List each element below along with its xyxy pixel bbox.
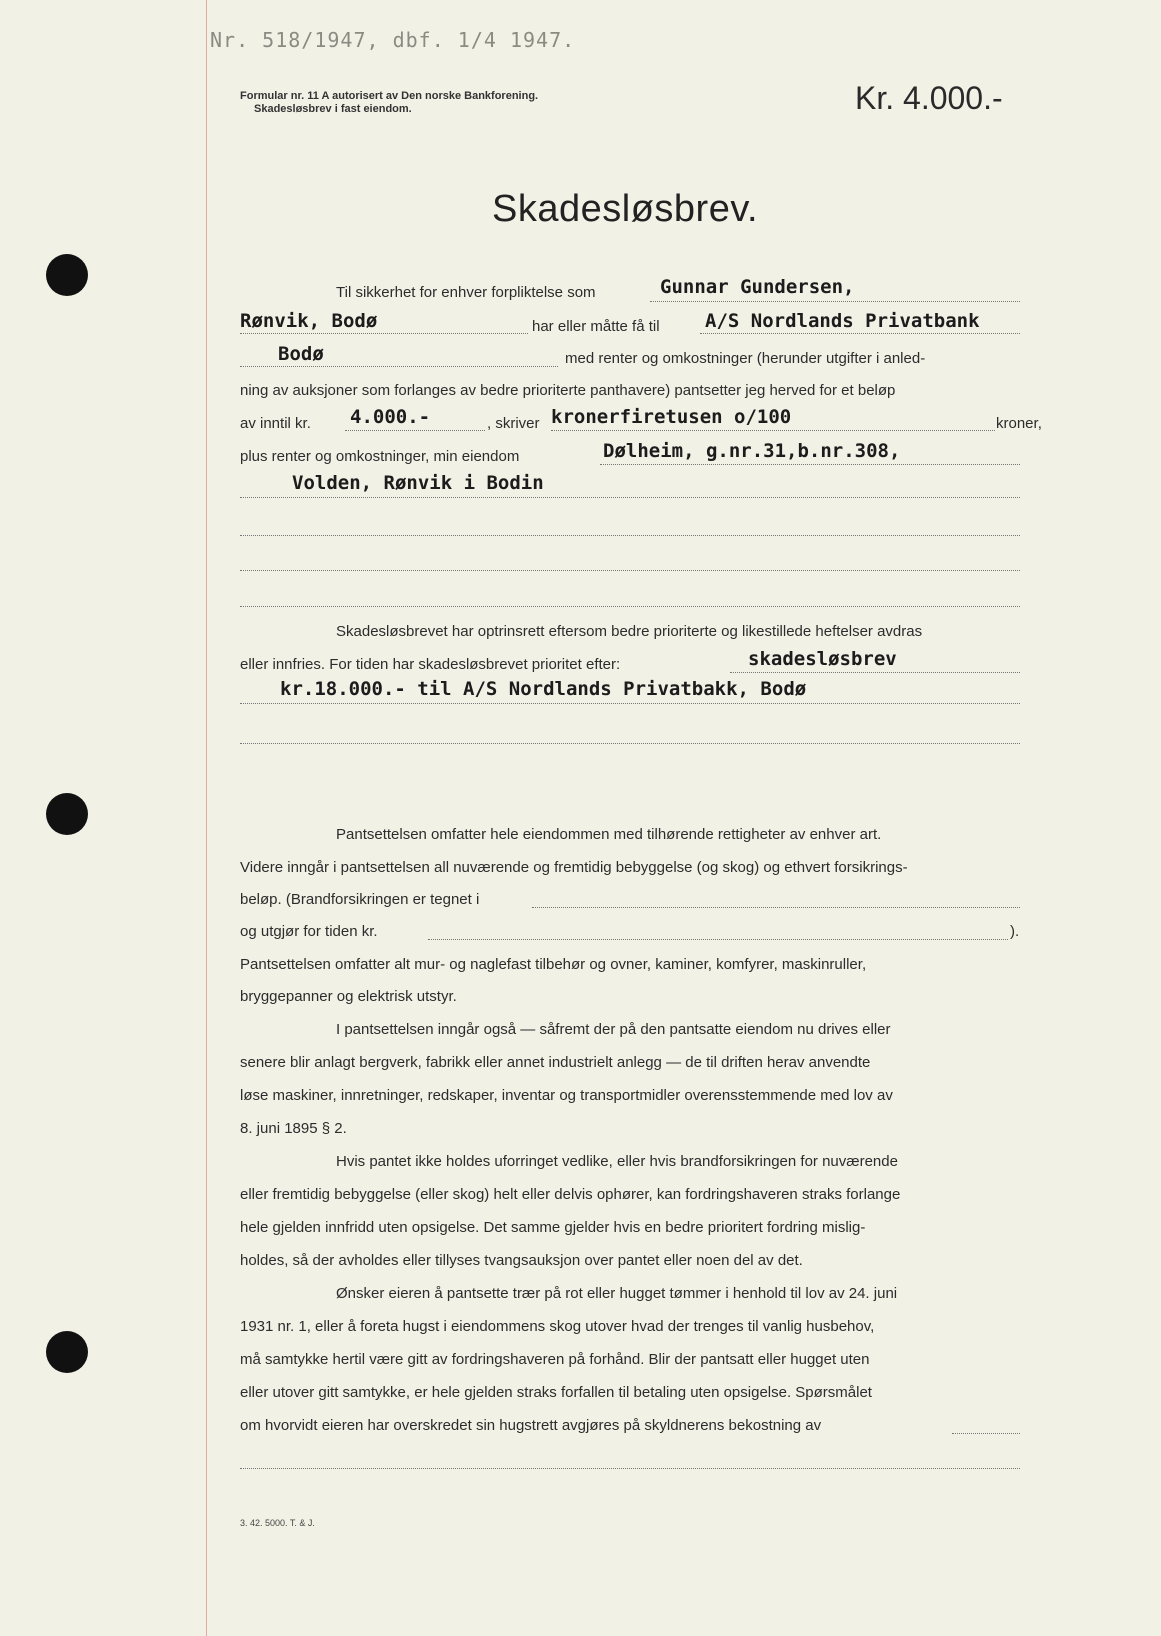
property-dotline-4 xyxy=(240,570,1020,571)
s3-line-16: 1931 nr. 1, eller å foreta hugst i eiendommens skog utover hvad der trenges til vanlig husbehov, xyxy=(240,1318,875,1335)
s1-line-4: ning av auksjoner som forlanges av bedre prioriterte panthavere) pantsetter jeg herved for et beløp xyxy=(240,382,896,399)
s2-line-2: eller innfries. For tiden har skadesløsbrevet prioritet efter: xyxy=(240,656,621,673)
s3-line-4-end: ). xyxy=(1010,923,1020,940)
insurance-dotline xyxy=(532,907,1020,908)
s3-line-18: eller utover gitt samtykke, er hele gjelden straks forfallen til betaling uten opsigelse. Spørsmålet xyxy=(240,1384,872,1401)
print-code: 3. 42. 5000. T. & J. xyxy=(240,1518,315,1528)
s1-line-5-b: , skriver xyxy=(487,415,540,432)
creditor-name: A/S Nordlands Privatbank xyxy=(705,310,980,332)
punch-hole-top xyxy=(46,254,88,296)
arbiter-dotline-2 xyxy=(240,1468,1020,1469)
form-note-line-1: Formular nr. 11 A autorisert av Den norske Bankforening. xyxy=(240,90,539,102)
prior-lien-1: skadesløsbrev xyxy=(748,648,897,670)
s1-line-5-c: kroner, xyxy=(996,415,1042,432)
s1-line-6: plus renter og omkostninger, min eiendom xyxy=(240,448,520,465)
s3-line-13: hele gjelden innfridd uten opsigelse. Det samme gjelder hvis en bedre prioritert fordring mislig- xyxy=(240,1219,866,1236)
s3-line-3: beløp. (Brandforsikringen er tegnet i xyxy=(240,891,480,908)
amount-words: kronerfiretusen o/100 xyxy=(551,406,792,428)
creditor-city: Bodø xyxy=(278,343,324,365)
s3-line-19: om hvorvidt eieren har overskredet sin hugstrett avgjøres på skyldnerens bekostning av xyxy=(240,1417,822,1434)
s2-line-1: Skadesløsbrevet har optrinsrett eftersom bedre prioriterte og likestillede heftelser avdras xyxy=(336,623,923,640)
form-note xyxy=(240,90,538,116)
property-dotline-5 xyxy=(240,606,1020,607)
debtor-dotline xyxy=(650,301,1020,302)
s3-line-12: eller fremtidig bebyggelse (eller skog) helt eller delvis ophører, kan fordringshaveren straks forlange xyxy=(240,1186,901,1203)
prior-lien-2: kr.18.000.- til A/S Nordlands Privatbakk, Bodø xyxy=(280,678,807,700)
creditor-dotline xyxy=(700,333,1020,334)
header-amount: Kr. 4.000.- xyxy=(855,80,1003,116)
property-dotline-1 xyxy=(600,464,1020,465)
amount-figures: 4.000.- xyxy=(350,406,431,428)
s3-line-9: løse maskiner, innretninger, redskaper, inventar og transportmidler overensstemmende med lov av xyxy=(240,1087,893,1104)
s3-line-2: Videre inngår i pantsettelsen all nuværende og fremtidig bebyggelse (og skog) og ethvert forsikrings- xyxy=(240,859,908,876)
place-dotline xyxy=(240,333,528,334)
s3-line-5: Pantsettelsen omfatter alt mur- og naglefast tilbehør og ovner, kaminer, komfyrer, maskinruller, xyxy=(240,956,867,973)
city-dotline xyxy=(240,366,558,367)
s3-line-15: Ønsker eieren å pantsette trær på rot eller hugget tømmer i henhold til lov av 24. juni xyxy=(336,1285,898,1302)
s3-line-7: I pantsettelsen inngår også — såfremt der på den pantsatte eiendom nu drives eller xyxy=(336,1021,891,1038)
arbiter-dotline-1 xyxy=(952,1433,1020,1434)
s3-line-10: 8. juni 1895 § 2. xyxy=(240,1120,347,1137)
s3-line-11: Hvis pantet ikke holdes uforringet vedlike, eller hvis brandforsikringen for nuværende xyxy=(336,1153,898,1170)
s3-line-14: holdes, så der avholdes eller tillyses tvangsauksjon over pantet eller noen del av det. xyxy=(240,1252,803,1269)
punch-hole-middle xyxy=(46,793,88,835)
s3-line-1: Pantsettelsen omfatter hele eiendommen med tilhørende rettigheter av enhver art. xyxy=(336,826,882,843)
s3-line-17: må samtykke hertil være gitt av fordringshaveren på forhånd. Blir der pantsatt eller hugget uten xyxy=(240,1351,870,1368)
s1-line-1: Til sikkerhet for enhver forpliktelse som xyxy=(336,284,596,301)
document-title: Skadesløsbrev. xyxy=(492,188,759,230)
prior-dotline-1 xyxy=(730,672,1020,673)
s3-line-6: bryggepanner og elektrisk utstyr. xyxy=(240,988,457,1005)
s1-line-5-a: av inntil kr. xyxy=(240,415,311,432)
property-line-1: Dølheim, g.nr.31,b.nr.308, xyxy=(603,440,901,462)
margin-rule xyxy=(206,0,207,1636)
property-line-2: Volden, Rønvik i Bodin xyxy=(292,472,544,494)
prior-dotline-2 xyxy=(240,703,1020,704)
s1-line-2-mid: har eller måtte få til xyxy=(532,318,660,335)
property-dotline-2 xyxy=(240,497,1020,498)
punch-hole-bottom xyxy=(46,1331,88,1373)
insurance-amount-dotline xyxy=(428,939,1008,940)
amount-words-dotline xyxy=(551,430,995,431)
prior-dotline-3 xyxy=(240,743,1020,744)
s3-line-8: senere blir anlagt bergverk, fabrikk eller annet industrielt anlegg — de til driften herav anvendte xyxy=(240,1054,871,1071)
amount-dotline xyxy=(345,430,485,431)
property-dotline-3 xyxy=(240,535,1020,536)
debtor-place: Rønvik, Bodø xyxy=(240,310,378,332)
registration-reference: Nr. 518/1947, dbf. 1/4 1947. xyxy=(210,28,576,52)
s3-line-4: og utgjør for tiden kr. xyxy=(240,923,378,940)
form-note-line-2: Skadesløsbrev i fast eiendom. xyxy=(254,103,412,115)
debtor-name: Gunnar Gundersen, xyxy=(660,276,855,298)
s1-line-3: med renter og omkostninger (herunder utgifter i anled- xyxy=(565,350,926,367)
